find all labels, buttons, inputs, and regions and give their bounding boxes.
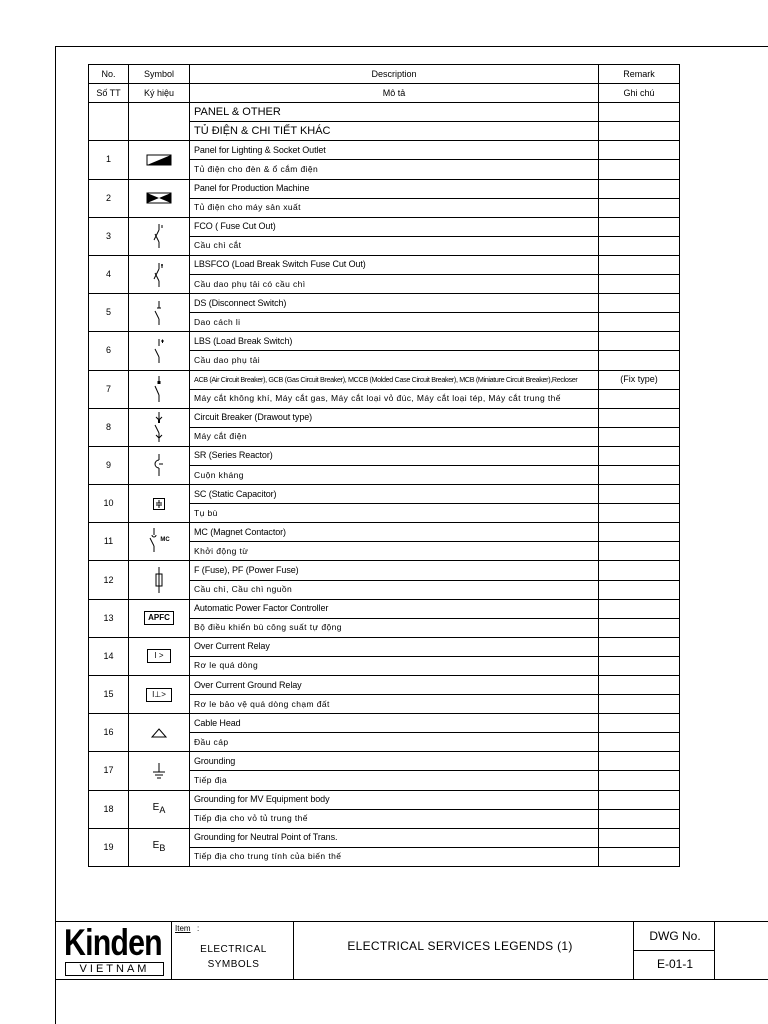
section-symbol-cell bbox=[129, 103, 190, 141]
row-description-en: Over Current Relay bbox=[190, 637, 599, 656]
item-line-2: SYMBOLS bbox=[207, 959, 260, 970]
row-number: 4 bbox=[89, 255, 129, 293]
row-remark-vi bbox=[599, 809, 680, 828]
row-description-vi: Máy cắt điện bbox=[190, 427, 599, 446]
row-description-en: MC (Magnet Contactor) bbox=[190, 523, 599, 542]
row-description-en: ACB (Air Circuit Breaker), GCB (Gas Circuit Breaker), MCCB (Molded Case Circuit Breaker), MCB (Miniature Circuit Breaker),Recloser bbox=[190, 370, 599, 389]
ds-icon bbox=[133, 299, 185, 327]
row-description-vi: Tủ điện cho máy sản xuất bbox=[190, 198, 599, 217]
table-row bbox=[89, 561, 680, 580]
row-number: 2 bbox=[89, 179, 129, 217]
row-remark: (Fix type) bbox=[599, 370, 680, 389]
table-row bbox=[89, 255, 680, 274]
section-row bbox=[89, 103, 680, 122]
company-logo bbox=[64, 922, 164, 977]
table-row bbox=[89, 637, 680, 656]
row-symbol bbox=[129, 408, 190, 446]
row-number: 9 bbox=[89, 446, 129, 484]
row-description-vi: Dao cách li bbox=[190, 313, 599, 332]
row-description-vi: Cầu dao phụ tải bbox=[190, 351, 599, 370]
row-remark-vi bbox=[599, 847, 680, 866]
section-remark-cell bbox=[599, 103, 680, 122]
logo-wordmark: Kinden bbox=[64, 922, 162, 963]
row-symbol bbox=[129, 637, 190, 675]
row-remark-vi bbox=[599, 504, 680, 523]
row-remark bbox=[599, 637, 680, 656]
dwg-divider bbox=[634, 950, 714, 951]
row-remark bbox=[599, 179, 680, 198]
row-remark bbox=[599, 714, 680, 733]
row-remark bbox=[599, 217, 680, 236]
row-number: 12 bbox=[89, 561, 129, 599]
row-description-en: Automatic Power Factor Controller bbox=[190, 599, 599, 618]
table-row bbox=[89, 332, 680, 351]
row-symbol bbox=[129, 255, 190, 293]
row-number: 10 bbox=[89, 485, 129, 523]
col-description-header: Description bbox=[190, 65, 599, 84]
row-description-en: Over Current Ground Relay bbox=[190, 676, 599, 695]
fco-icon bbox=[133, 222, 185, 250]
row-remark-vi bbox=[599, 580, 680, 599]
row-description-vi: Tiếp địa cho trung tính của biến thế bbox=[190, 847, 599, 866]
row-description-vi: Đầu cáp bbox=[190, 733, 599, 752]
table-row bbox=[89, 523, 680, 542]
legend-table bbox=[88, 64, 680, 867]
ground-relay-symbol-text: I⊥> bbox=[146, 688, 172, 702]
row-remark bbox=[599, 332, 680, 351]
row-description-en: Cable Head bbox=[190, 714, 599, 733]
row-remark-vi bbox=[599, 695, 680, 714]
drawing-title: ELECTRICAL SERVICES LEGENDS (1) bbox=[347, 939, 573, 953]
row-remark bbox=[599, 141, 680, 160]
mc-symbol-text: MC bbox=[160, 536, 170, 543]
row-description-vi: Rơ le quá dòng bbox=[190, 656, 599, 675]
row-symbol bbox=[129, 828, 190, 866]
magnet-contactor-icon bbox=[148, 536, 170, 555]
table-row bbox=[89, 676, 680, 695]
dwg-number-label: DWG No. bbox=[649, 929, 701, 943]
section-title-vi: TỦ ĐIỆN & CHI TIẾT KHÁC bbox=[190, 122, 599, 141]
row-remark-vi bbox=[599, 351, 680, 370]
row-description-vi: Bộ điều khiển bù công suất tự động bbox=[190, 618, 599, 637]
row-description-en: F (Fuse), PF (Power Fuse) bbox=[190, 561, 599, 580]
breaker-icon bbox=[133, 374, 185, 404]
row-number: 3 bbox=[89, 217, 129, 255]
row-number: 6 bbox=[89, 332, 129, 370]
row-symbol bbox=[129, 752, 190, 790]
row-symbol bbox=[129, 179, 190, 217]
row-remark bbox=[599, 790, 680, 809]
lbsfco-icon bbox=[133, 261, 185, 289]
panel-production-icon bbox=[133, 192, 185, 204]
row-remark bbox=[599, 752, 680, 771]
item-label: Item bbox=[175, 924, 191, 933]
row-number: 13 bbox=[89, 599, 129, 637]
table-row bbox=[89, 599, 680, 618]
row-remark-vi bbox=[599, 236, 680, 255]
col-remark-header: Remark bbox=[599, 65, 680, 84]
row-description-vi: Tiếp địa cho vỏ tủ trung thế bbox=[190, 809, 599, 828]
row-number: 14 bbox=[89, 637, 129, 675]
section-title-en: PANEL & OTHER bbox=[190, 103, 599, 122]
row-symbol bbox=[129, 294, 190, 332]
relay-symbol-text: I > bbox=[147, 649, 170, 663]
row-symbol bbox=[129, 141, 190, 179]
row-symbol bbox=[129, 714, 190, 752]
row-remark bbox=[599, 294, 680, 313]
row-description-en: Panel for Production Machine bbox=[190, 179, 599, 198]
row-description-en: SC (Static Capacitor) bbox=[190, 485, 599, 504]
row-symbol bbox=[129, 561, 190, 599]
eb-symbol-text: E bbox=[152, 840, 160, 852]
row-description-en: Panel for Lighting & Socket Outlet bbox=[190, 141, 599, 160]
row-description-vi: Rơ le bảo vệ quá dòng chạm đất bbox=[190, 695, 599, 714]
row-description-en: SR (Series Reactor) bbox=[190, 446, 599, 465]
table-row bbox=[89, 370, 680, 389]
table-row bbox=[89, 828, 680, 847]
table-row bbox=[89, 179, 680, 198]
header-row-vi bbox=[89, 84, 680, 103]
row-description-vi: Cầu chì, Cầu chì nguồn bbox=[190, 580, 599, 599]
row-remark-vi bbox=[599, 771, 680, 790]
row-remark-vi bbox=[599, 198, 680, 217]
row-remark-vi bbox=[599, 313, 680, 332]
row-symbol bbox=[129, 332, 190, 370]
table-row bbox=[89, 446, 680, 465]
row-symbol bbox=[129, 790, 190, 828]
ea-symbol-text: E bbox=[152, 802, 160, 814]
row-symbol bbox=[129, 599, 190, 637]
section-no-cell bbox=[89, 103, 129, 141]
table-row bbox=[89, 485, 680, 504]
row-number: 7 bbox=[89, 370, 129, 408]
grounding-mv-icon bbox=[152, 802, 166, 816]
row-remark-vi bbox=[599, 542, 680, 561]
apfc-symbol-text: APFC bbox=[144, 611, 174, 625]
row-remark-vi bbox=[599, 389, 680, 408]
table-row bbox=[89, 714, 680, 733]
row-remark bbox=[599, 828, 680, 847]
table-row bbox=[89, 141, 680, 160]
eb-symbol-sub: B bbox=[159, 843, 166, 854]
row-number: 5 bbox=[89, 294, 129, 332]
col-description-header-vi: Mô tả bbox=[190, 84, 599, 103]
row-remark bbox=[599, 255, 680, 274]
grounding-neutral-icon bbox=[152, 840, 166, 854]
series-reactor-icon bbox=[133, 453, 185, 477]
row-description-vi: Tụ bù bbox=[190, 504, 599, 523]
item-colon: : bbox=[197, 924, 200, 933]
table-row bbox=[89, 217, 680, 236]
row-remark bbox=[599, 561, 680, 580]
row-number: 11 bbox=[89, 523, 129, 561]
row-symbol bbox=[129, 676, 190, 714]
row-remark-vi bbox=[599, 465, 680, 484]
row-remark-vi bbox=[599, 733, 680, 752]
overcurrent-relay-icon bbox=[147, 650, 170, 660]
col-remark-header-vi: Ghi chú bbox=[599, 84, 680, 103]
apfc-icon bbox=[144, 612, 174, 622]
title-block-divider bbox=[171, 922, 172, 979]
cable-head-icon bbox=[133, 727, 185, 739]
ground-relay-icon bbox=[146, 689, 172, 699]
dwg-number: E-01-1 bbox=[656, 957, 694, 971]
row-remark-vi bbox=[599, 656, 680, 675]
row-description-en: FCO ( Fuse Cut Out) bbox=[190, 217, 599, 236]
row-description-vi: Cuộn kháng bbox=[190, 465, 599, 484]
panel-lighting-icon bbox=[133, 154, 185, 166]
col-symbol-header: Symbol bbox=[129, 65, 190, 84]
fuse-icon bbox=[133, 566, 185, 594]
item-value bbox=[186, 942, 281, 972]
row-description-en: Grounding for Neutral Point of Trans. bbox=[190, 828, 599, 847]
row-remark-vi bbox=[599, 275, 680, 294]
row-symbol bbox=[129, 370, 190, 408]
static-capacitor-icon bbox=[133, 497, 185, 511]
row-remark bbox=[599, 676, 680, 695]
row-remark bbox=[599, 446, 680, 465]
row-number: 19 bbox=[89, 828, 129, 866]
item-line-1: ELECTRICAL bbox=[200, 944, 267, 955]
row-number: 8 bbox=[89, 408, 129, 446]
grounding-icon bbox=[133, 762, 185, 780]
row-number: 1 bbox=[89, 141, 129, 179]
row-remark-vi bbox=[599, 427, 680, 446]
drawout-breaker-icon bbox=[133, 411, 185, 443]
row-description-en: Grounding for MV Equipment body bbox=[190, 790, 599, 809]
row-description-en: Circuit Breaker (Drawout type) bbox=[190, 408, 599, 427]
section-remark-cell-vi bbox=[599, 122, 680, 141]
table-row bbox=[89, 752, 680, 771]
row-description-vi: Tiếp địa bbox=[190, 771, 599, 790]
row-number: 17 bbox=[89, 752, 129, 790]
row-symbol bbox=[129, 485, 190, 523]
row-symbol bbox=[129, 523, 190, 561]
row-description-vi: Khởi động từ bbox=[190, 542, 599, 561]
row-remark-vi bbox=[599, 160, 680, 179]
row-symbol bbox=[129, 446, 190, 484]
row-remark bbox=[599, 523, 680, 542]
col-no-header: No. bbox=[89, 65, 129, 84]
row-description-vi: Cầu dao phụ tải có cầu chì bbox=[190, 275, 599, 294]
row-number: 15 bbox=[89, 676, 129, 714]
row-remark-vi bbox=[599, 618, 680, 637]
row-symbol bbox=[129, 217, 190, 255]
table-row bbox=[89, 790, 680, 809]
row-description-en: Grounding bbox=[190, 752, 599, 771]
row-number: 16 bbox=[89, 714, 129, 752]
row-description-en: LBS (Load Break Switch) bbox=[190, 332, 599, 351]
col-symbol-header-vi: Ký hiệu bbox=[129, 84, 190, 103]
row-description-en: LBSFCO (Load Break Switch Fuse Cut Out) bbox=[190, 255, 599, 274]
logo-subtitle: VIETNAM bbox=[65, 962, 164, 976]
row-description-en: DS (Disconnect Switch) bbox=[190, 294, 599, 313]
table-row bbox=[89, 294, 680, 313]
ea-symbol-sub: A bbox=[159, 805, 166, 816]
col-no-header-vi: Số TT bbox=[89, 84, 129, 103]
row-remark bbox=[599, 485, 680, 504]
lbs-icon bbox=[133, 337, 185, 365]
row-number: 18 bbox=[89, 790, 129, 828]
table-row bbox=[89, 408, 680, 427]
row-description-vi: Máy cắt không khí, Máy cắt gas, Máy cắt loại vỏ đúc, Máy cắt loại tép, Máy cắt trung thế bbox=[190, 389, 599, 408]
row-description-vi: Tủ điện cho đèn & ổ cắm điện bbox=[190, 160, 599, 179]
header-row-en bbox=[89, 65, 680, 84]
row-description-vi: Cầu chì cắt bbox=[190, 236, 599, 255]
row-remark bbox=[599, 599, 680, 618]
row-remark bbox=[599, 408, 680, 427]
